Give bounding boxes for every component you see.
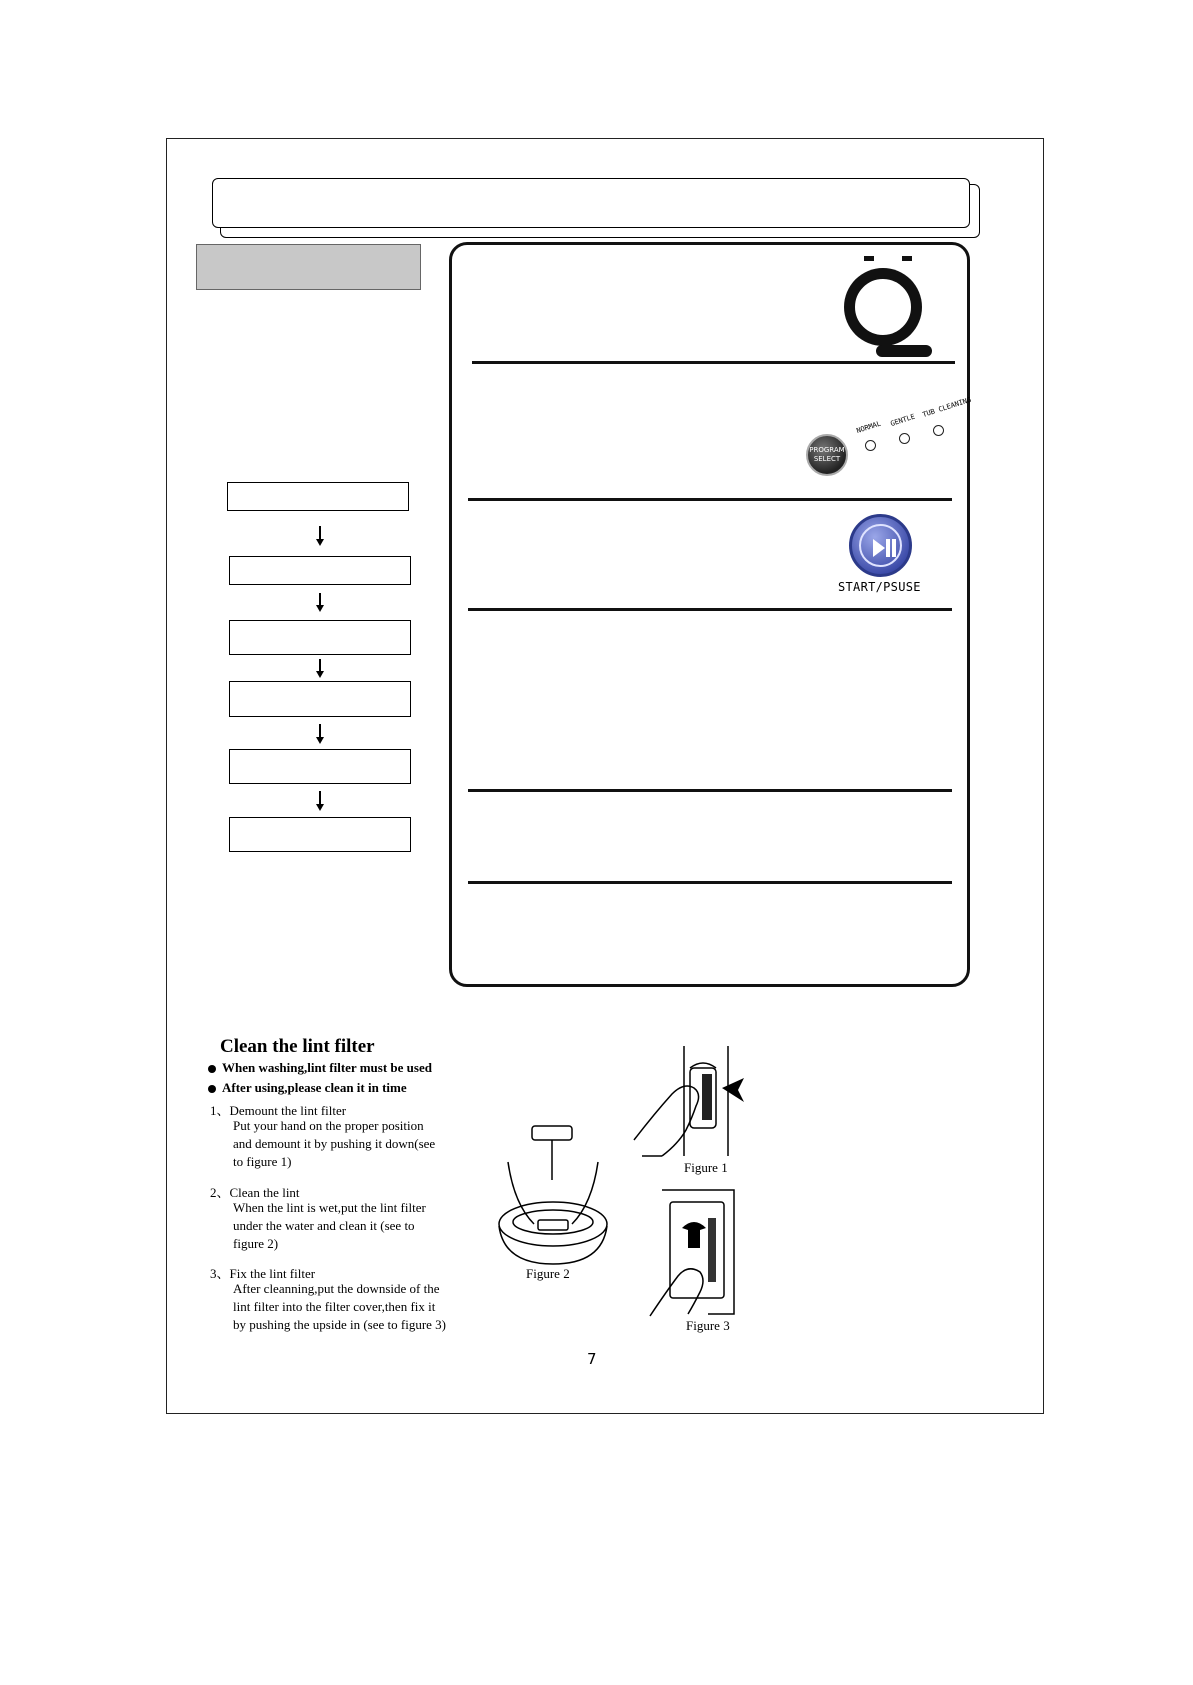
led-tub-cleaning-label: TUB CLEANING xyxy=(921,395,973,419)
lint-step-1-heading: 1、Demount the lint filter xyxy=(210,1103,347,1118)
lint-bullet: When washing,lint filter must be used xyxy=(208,1060,432,1076)
program-select-label-line1: PROGRAM xyxy=(809,446,845,454)
flow-step-2 xyxy=(229,556,411,585)
figure-2-label: Figure 2 xyxy=(526,1266,570,1281)
divider xyxy=(468,608,952,611)
knob-face-icon xyxy=(853,277,913,337)
divider xyxy=(468,881,952,884)
start-pause-ring-icon xyxy=(859,524,902,567)
flow-step-4 xyxy=(229,681,411,717)
water-level-knob[interactable] xyxy=(842,256,932,356)
led-normal-indicator-icon xyxy=(865,440,876,451)
lint-step-1-line: to figure 1) xyxy=(233,1154,292,1169)
flow-step-6 xyxy=(229,817,411,852)
lint-step-3-line: by pushing the upside in (see to figure 3) xyxy=(233,1317,447,1332)
flow-arrow xyxy=(319,791,321,809)
flow-step-1 xyxy=(227,482,409,511)
pause-icon xyxy=(886,539,890,557)
lint-step-1-line: and demount it by pushing it down(see xyxy=(233,1136,436,1151)
knob-tick-icon xyxy=(902,256,912,261)
lint-step-2-line: When the lint is wet,put the lint filter xyxy=(233,1200,426,1215)
lint-step-3-line: lint filter into the filter cover,then fix it xyxy=(233,1299,436,1314)
bullet-icon xyxy=(208,1085,216,1093)
section-header-box xyxy=(196,244,421,290)
lint-step-2-heading: 2、Clean the lint xyxy=(210,1185,300,1200)
program-select-label-line2: SELECT xyxy=(813,455,841,463)
bullet-icon xyxy=(208,1065,216,1073)
page-number: 7 xyxy=(587,1350,597,1368)
flow-arrow xyxy=(319,593,321,610)
lint-step-1-line: Put your hand on the proper position xyxy=(233,1118,424,1133)
start-pause-label: START/PSUSE xyxy=(838,580,921,594)
flow-arrow xyxy=(319,659,321,676)
title-bar xyxy=(212,178,970,228)
led-normal-label: NORMAL xyxy=(855,419,883,435)
figure-3-illustration xyxy=(648,1188,740,1318)
lint-step-2-line: under the water and clean it (see to xyxy=(233,1218,415,1233)
flow-arrow xyxy=(319,526,321,544)
divider xyxy=(468,498,952,501)
play-icon xyxy=(873,539,885,557)
figure-3-label: Figure 3 xyxy=(686,1318,730,1333)
lint-step-2-line: figure 2) xyxy=(233,1236,279,1251)
lint-step-3-line: After cleanning,put the downside of the xyxy=(233,1281,440,1296)
flow-step-5 xyxy=(229,749,411,784)
figure-2-illustration xyxy=(494,1124,612,1274)
knob-base-icon xyxy=(876,345,932,357)
start-pause-button[interactable] xyxy=(849,514,912,577)
flow-arrow xyxy=(319,724,321,742)
program-select-button[interactable] xyxy=(806,434,848,476)
lint-step-3-heading: 3、Fix the lint filter xyxy=(210,1266,316,1281)
figure-1-label: Figure 1 xyxy=(684,1160,728,1175)
divider xyxy=(468,789,952,792)
led-gentle-indicator-icon xyxy=(899,433,910,444)
led-tub-cleaning-indicator-icon xyxy=(933,425,944,436)
led-gentle-label: GENTLE xyxy=(889,412,917,428)
figure-1-illustration xyxy=(632,1044,750,1160)
pause-icon xyxy=(892,539,896,557)
lint-section-title: Clean the lint filter xyxy=(220,1036,375,1057)
flow-step-3 xyxy=(229,620,411,655)
lint-bullet: After using,please clean it in time xyxy=(208,1080,407,1096)
divider xyxy=(472,361,955,364)
knob-tick-icon xyxy=(864,256,874,261)
